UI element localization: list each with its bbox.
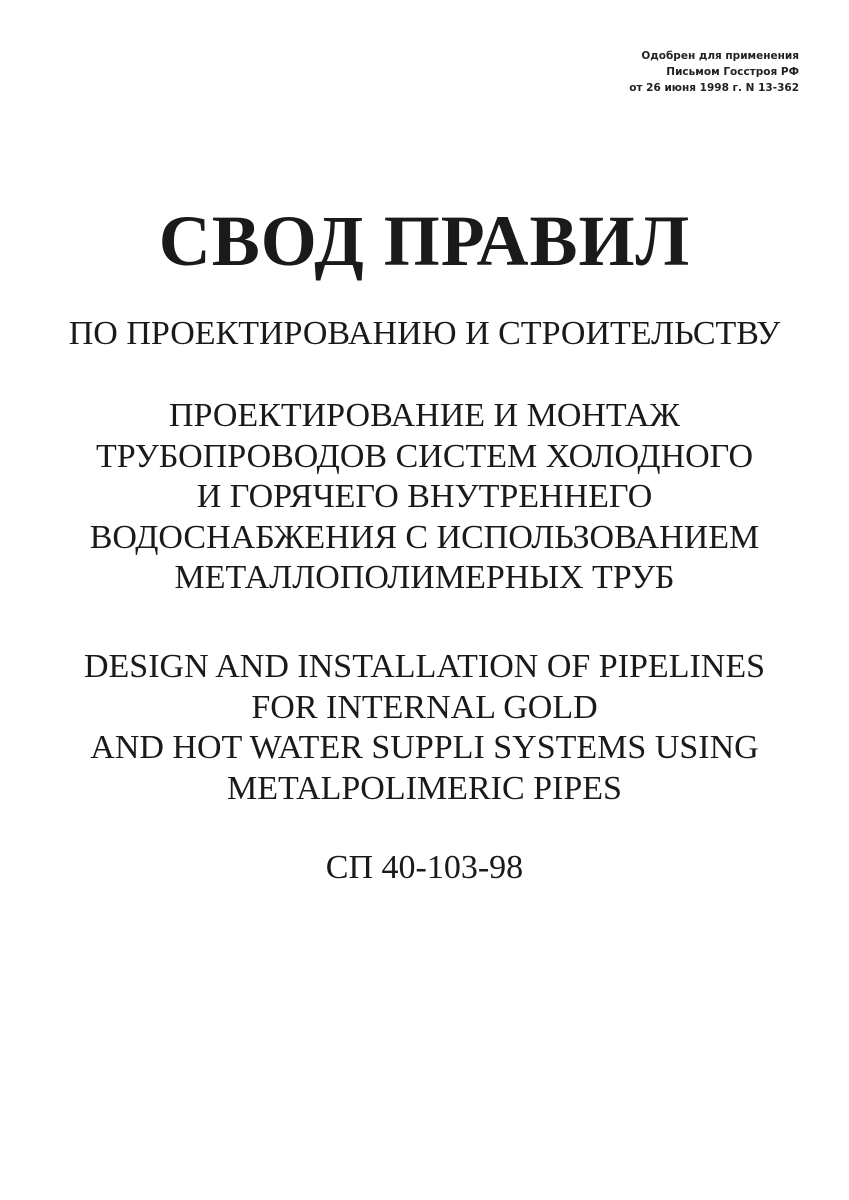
approval-line: от 26 июня 1998 г. N 13-362 (629, 82, 799, 94)
english-title-line: METALPOLIMERIC PIPES (227, 769, 622, 807)
russian-title-block (0, 396, 849, 599)
document-code: СП 40-103-98 (325, 849, 524, 886)
approval-line: Письмом Госстроя РФ (666, 66, 799, 78)
russian-title-line: ВОДОСНАБЖЕНИЯ С ИСПОЛЬЗОВАНИЕМ (89, 518, 760, 556)
approval-note (629, 48, 799, 96)
russian-title-line: И ГОРЯЧЕГО ВНУТРЕННЕГО (196, 478, 653, 515)
english-title-block (0, 647, 849, 809)
document-subtitle: ПО ПРОЕКТИРОВАНИЮ И СТРОИТЕЛЬСТВУ (68, 315, 781, 352)
document-title: СВОД ПРАВИЛ (158, 201, 691, 281)
russian-title-line: МЕТАЛЛОПОЛИМЕРНЫХ ТРУБ (174, 559, 675, 596)
approval-line: Одобрен для применения (641, 50, 799, 62)
english-title-line: FOR INTERNAL GOLD (251, 688, 598, 726)
russian-title-line: ТРУБОПРОВОДОВ СИСТЕМ ХОЛОДНОГО (95, 437, 754, 475)
english-title-line: AND HOT WATER SUPPLI SYSTEMS USING (90, 729, 759, 766)
english-title-line: DESIGN AND INSTALLATION OF PIPELINES (83, 648, 766, 685)
russian-title-line: ПРОЕКТИРОВАНИЕ И МОНТАЖ (168, 397, 681, 434)
